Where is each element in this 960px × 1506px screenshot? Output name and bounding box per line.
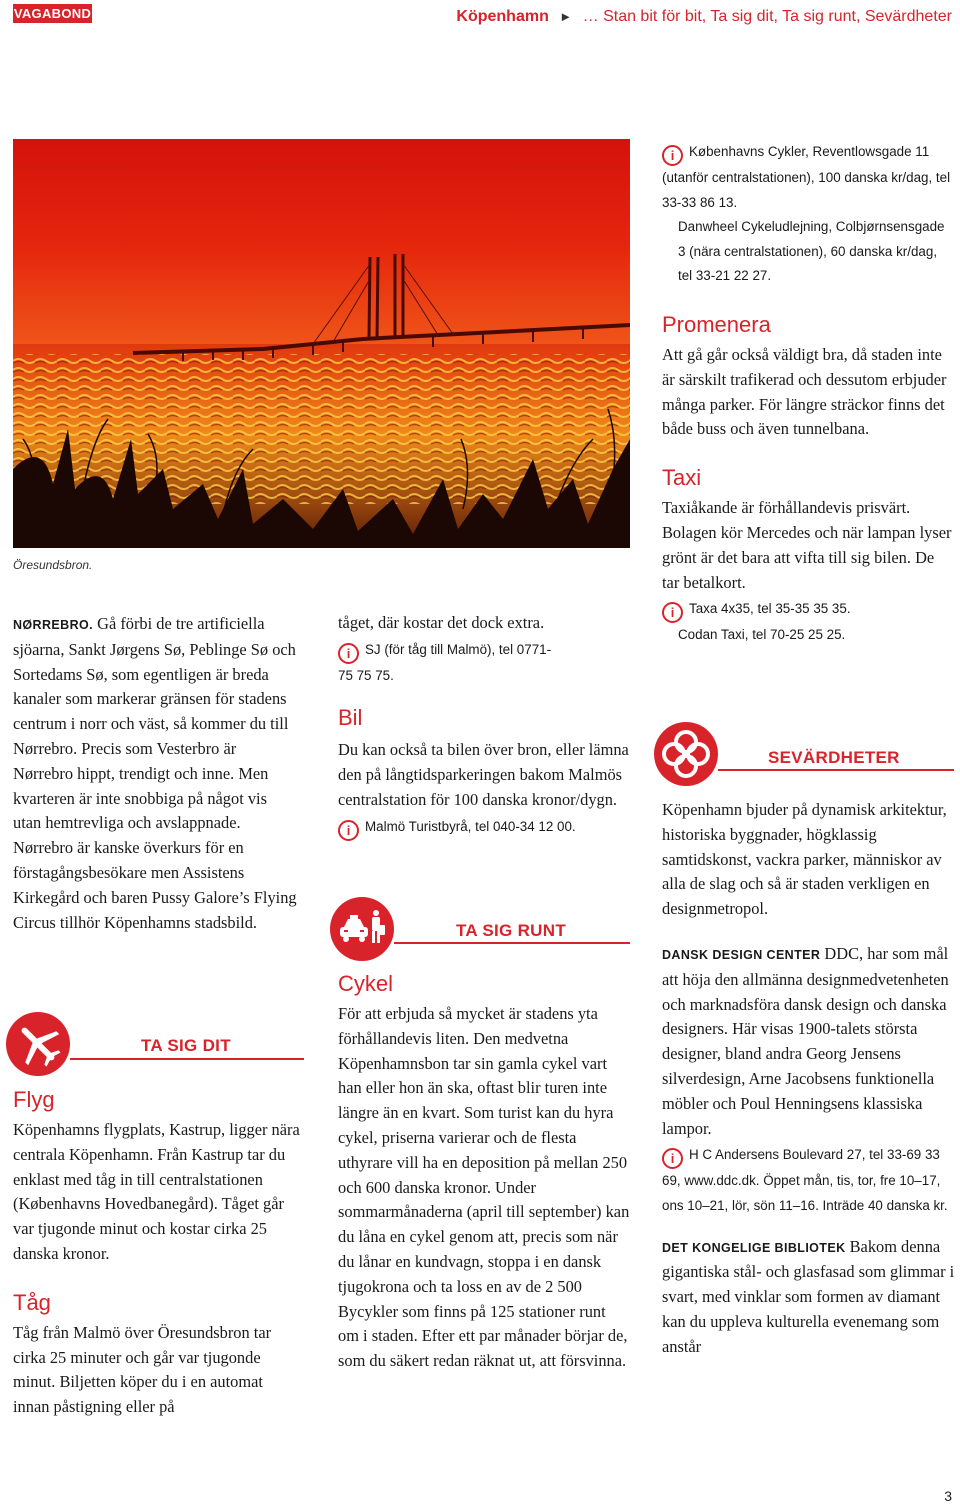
info-icon: i [338, 820, 359, 841]
airplane-icon [6, 1012, 70, 1076]
bil-heading: Bil [338, 705, 363, 731]
taxa-info: Taxa 4x35, tel 35-35 35 35. [689, 601, 851, 617]
cykel-text: För att erbjuda så mycket är stadens yta förhållandevis liten. Den medvetna Köpenhamnsbon tar sin gamla cykel vart han eller hon än ska, oftast blir turen inte längre än en kvart. Som turist kan du hyra cykel, priserna varierar och de flesta uthyrare vill ha en deposition på mellan 250 och 600 danska kronor. Under sommarmånaderna (april till september) kan du låna en cykel genom att, precis som när du lånar en kundvagn, stoppa i en dansk tjugokrona och ta loss en av de 2 500 Bycykler som finns på 125 stationer runt om i staden. Efter ett par månader börjar de, som du säkert redan räknat ut, att försvinna. [338, 1004, 630, 1371]
ta-sig-runt-rule [394, 942, 630, 944]
interlocking-rings-icon [654, 722, 718, 786]
codan-info: Codan Taxi, tel 70-25 25 25. [678, 627, 846, 643]
info-icon: i [338, 643, 359, 664]
tag-text: Tåg från Malmö över Öresundsbron tar cirka 25 minuter och går var tjugonde minut. Biljetten köper du i en automat innan påstigning eller på [13, 1322, 272, 1417]
info-icon: i [662, 1148, 683, 1169]
ddc-lead: DANSK DESIGN CENTER [662, 947, 821, 962]
ddc-info: H C Andersens Boulevard 27, tel 33-69 33 69, www.ddc.dk. Öppet mån, tis, tor, fre 10–17, ons 10–21, lör, sön 11–16. Inträde 40 danska kr. [662, 1147, 948, 1213]
breadcrumb [456, 8, 952, 26]
bil-text: Du kan också ta bilen över bron, eller lämna den på långtidsparkeringen bakom Malmös centralstation för 100 danska kronor/dygn. [338, 740, 629, 809]
tag-text-continued: tåget, där kostar det dock extra. [338, 613, 545, 632]
sevardheter-text: Köpenhamn bjuder på dynamisk arkitektur, historiska byggnader, högklassig samtidskonst, vackra parker, människor av alla de slag och så är staden verkligen en designmetropol. [662, 800, 947, 919]
photo-caption: Öresundsbron. [13, 558, 93, 572]
ta-sig-dit-rule [70, 1058, 304, 1060]
cykler-info: Københavns Cykler, Reventlowsgade 11 (utanför centralstationen), 100 danska kr/dag, tel 33-33 86 13. [662, 144, 951, 210]
norrebro-article [13, 612, 298, 935]
sj-info-number: 75 75 75. [338, 667, 394, 683]
sj-info: SJ (för tåg till Malmö), tel 0771- [365, 641, 552, 657]
vagabond-logo: VAGABOND [13, 6, 92, 21]
sevardheter-label: SEVÄRDHETER [768, 748, 900, 767]
breadcrumb-arrow: ► [559, 9, 573, 24]
cykel-section [338, 970, 630, 1374]
tag-heading: Tåg [13, 1289, 51, 1315]
bibliotek-text: Bakom denna gigantiska stål- och glasfasad som glimmar i svart, med vinklar som formen av diamant kan du uppleva kulturella evenemang som anstår [662, 1236, 955, 1356]
oresund-bridge-photo [13, 139, 630, 548]
page-number: 3 [944, 1488, 952, 1504]
taxi-heading: Taxi [662, 465, 702, 491]
right-column-top [662, 140, 954, 648]
danwheel-info: Danwheel Cykeludlejning, Colbjørnsensgade 3 (nära centralstationen), 60 danska kr/dag, tel 33-21 22 27. [678, 219, 945, 284]
promenera-heading: Promenera [662, 311, 771, 337]
flyg-text: Köpenhamns flygplats, Kastrup, ligger nära centrala Köpenhamn. Från Kastrup tar du enklast med tåg in till centralstationen (Københavns Hovedbanegård). Tåget går var tjugonde minut och kostar cirka 25 danska kronor. [13, 1120, 300, 1263]
cykel-heading: Cykel [338, 971, 394, 996]
info-icon: i [662, 145, 683, 166]
norrebro-lead: NØRREBRO. [13, 618, 93, 632]
info-icon: i [662, 602, 683, 623]
taxi-icon [330, 897, 394, 961]
breadcrumb-sections: … Stan bit för bit, Ta sig dit, Ta sig runt, Sevärdheter [582, 8, 952, 25]
ddc-text: DDC, har som mål att höja den allmänna designmedvetenheten och marknadsföra dansk design och danska designers. Här visas 1900-talets största designer, bland andra Georg Jensens silverdesign, Arne Jacobsens funktionella möbler och Poul Henningsens klassiska lampor. [662, 943, 949, 1138]
promenera-text: Att gå går också väldigt bra, då staden inte är särskilt trafikerad och dessutom erbjuder många parker. För längre sträckor finns det både buss och även tunnelbana. [662, 344, 947, 439]
flyg-heading: Flyg [13, 1087, 55, 1112]
bil-info: Malmö Turistbyrå, tel 040-34 12 00. [365, 818, 576, 834]
middle-column-top [338, 611, 630, 841]
bibliotek-lead: DET KONGELIGE BIBLIOTEK [662, 1240, 846, 1255]
sevardheter-rule [718, 769, 954, 771]
taxi-text: Taxiåkande är förhållandevis prisvärt. Bolagen kör Mercedes och när lampan lyser grönt är det bara att vifta till sig bilen. De tar betalkort. [662, 498, 952, 592]
norrebro-text: Gå förbi de tre artificiella sjöarna, Sankt Jørgens Sø, Peblinge Sø och Sortedams Sø, som egentligen är breda kanaler som markerar gränsen för stadens centrum i norr och väst, så kommer du till Nørrebro. Precis som Vesterbro är Nørrebro hippt, trendigt och inne. Men kvarteren är inte snobbiga på något vis utan hemtrevliga och avslappnade. Nørrebro är kanske överkurs för en förstagångsbesökare men Assistens Kirkegård och baren Pussy Galore’s Flying Circus tillhör Köpenhamns stadsbild. [13, 614, 297, 932]
breadcrumb-city: Köpenhamn [456, 8, 549, 25]
ta-sig-runt-label: TA SIG RUNT [456, 921, 567, 940]
ta-sig-dit-label: TA SIG DIT [141, 1036, 231, 1055]
ta-sig-dit-section [13, 1086, 303, 1420]
sevardheter-section [662, 798, 956, 1360]
